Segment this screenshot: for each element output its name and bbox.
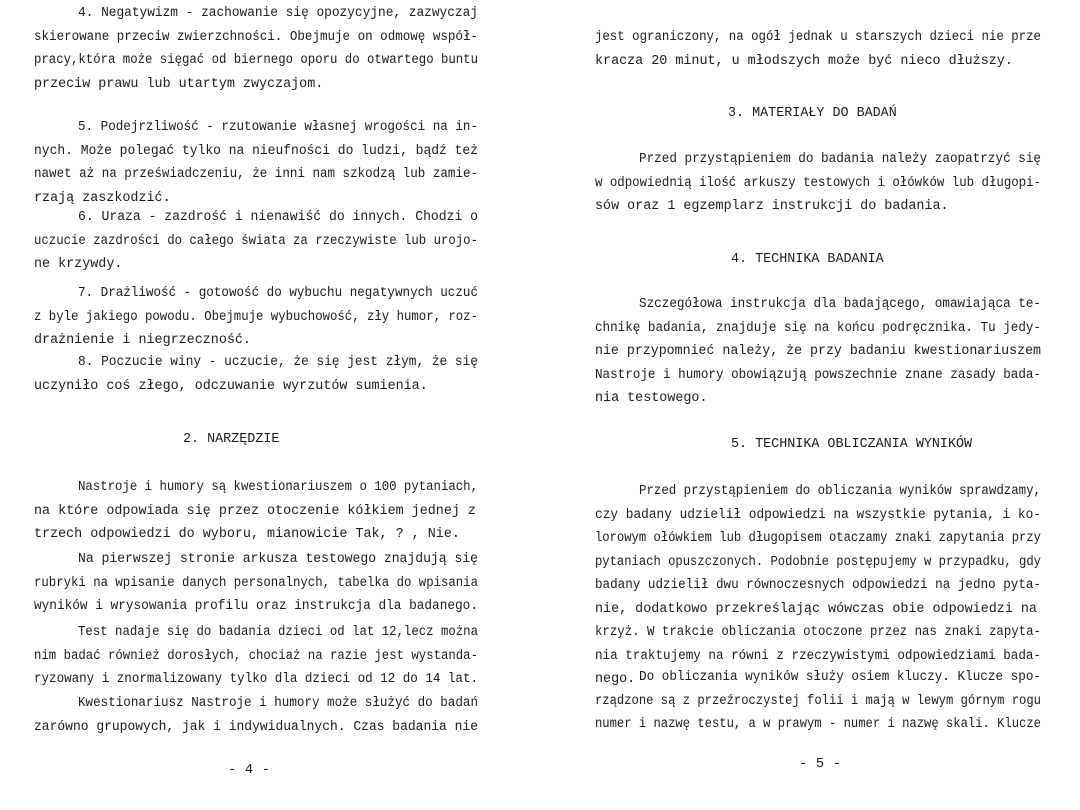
text-line: rubryki na wpisanie danych personalnych, tabelka do wpisania (34, 575, 478, 591)
section-heading-narzedzie: 2. NARZĘDZIE (183, 432, 280, 447)
text-line: w odpowiednią ilość arkuszy testowych i ołówków lub długopi- (595, 175, 1041, 191)
text-line: nim badać również dorosłych, chociaż na razie jest wystanda- (34, 648, 478, 664)
text-line: sów oraz 1 egzemplarz instrukcji do badania. (595, 199, 949, 214)
section-heading-technika-badania: 4. TECHNIKA BADANIA (731, 252, 884, 267)
text-line: numer i nazwę testu, a w prawym - numer i nazwę skali. Klucze (595, 717, 1041, 732)
text-line: na które odpowiada się przez otoczenie kółkiem jednej z (34, 503, 476, 519)
paragraph-pierwsza-strona (34, 548, 478, 619)
text-line: trzech odpowiedzi do wyboru, mianowicie Tak, ? , Nie. (34, 527, 460, 542)
paragraph-podejrzliwosc (34, 116, 478, 210)
text-line: chnikę badania, znajduje się na końcu podręcznika. Tu jedy- (595, 320, 1041, 336)
text-line: rzają zaszkodzić. (34, 190, 171, 206)
paragraph-test-nadaje (34, 621, 478, 692)
text-line: drażnienie i niegrzeczność. (34, 333, 251, 348)
text-line: Kwestionariusz Nastroje i humory może służyć do badań (78, 696, 478, 711)
section-heading-obliczanie: 5. TECHNIKA OBLICZANIA WYNIKÓW (731, 437, 973, 452)
text-line: 5. Podejrzliwość - rzutowanie własnej wrogości na in- (78, 120, 478, 135)
text-line: wyników i wrysowania profilu oraz instrukcja dla badanego. (34, 599, 478, 614)
text-line: Nastroje i humory są kwestionariuszem o 100 pytaniach, (78, 480, 478, 495)
paragraph-klucze (595, 666, 1041, 737)
text-line: zarówno grupowych, jak i indywidualnych. Czas badania nie (34, 719, 478, 735)
text-line: pracy,która może sięgać od biernego oporu do otwartego buntu (34, 53, 478, 68)
text-line: nawet aż na przeświadczeniu, że inni nam szkodzą lub zamie- (34, 167, 478, 182)
text-line: pytaniach opuszczonych. Podobnie postępujemy w przypadku, gdy (595, 554, 1041, 570)
text-line: przeciw prawu lub utartym zwyczajom. (34, 76, 324, 92)
text-line: Przed przystąpieniem do badania należy zaopatrzyć się (639, 152, 1041, 167)
text-line: uczyniło coś złego, odczuwanie wyrzutów sumienia. (34, 378, 428, 394)
paragraph-drazliwosc (34, 282, 478, 353)
text-line: Do obliczania wyników służy osiem kluczy. Klucze spo- (639, 670, 1041, 685)
text-line: lorowym ołówkiem lub długopisem otaczamy znaki zapytania przy (595, 531, 1041, 546)
text-line: ryzowany i znormalizowany tylko dla dzieci od 12 do 14 lat. (34, 672, 478, 687)
paragraph-materialy (595, 148, 1041, 219)
text-line: nie przypomnieć należy, że przy badaniu kwestionariuszem (595, 344, 1041, 359)
text-line: Szczegółowa instrukcja dla badającego, omawiająca te- (639, 297, 1041, 312)
text-line: Przed przystąpieniem do obliczania wyników sprawdzamy, (639, 484, 1041, 499)
paragraph-continuation (595, 26, 1041, 73)
paragraph-nastroje (34, 476, 478, 547)
text-line: 7. Drażliwość - gotowość do wybuchu negatywnych uczuć (78, 286, 478, 301)
text-line: nia traktujemy na równi z rzeczywistymi odpowiedziami bada- (595, 648, 1041, 664)
section-heading-materialy: 3. MATERIAŁY DO BADAŃ (728, 106, 897, 121)
text-line: rządzone są z przeźroczystej folii i mają w lewym górnym rogu (595, 693, 1041, 709)
paragraph-technika-badania (595, 293, 1041, 411)
text-line: Na pierwszej stronie arkusza testowego znajdują się (78, 552, 478, 567)
paragraph-negatywizm (34, 2, 478, 96)
paragraph-obliczanie (595, 480, 1041, 692)
text-line: kracza 20 minut, u młodszych może być nieco dłuższy. (595, 53, 1013, 69)
text-line: 4. Negatywizm - zachowanie się opozycyjne, zazwyczaj (78, 6, 478, 21)
text-line: ne krzywdy. (34, 257, 123, 272)
text-line: Test nadaje się do badania dzieci od lat 12,lecz można (78, 625, 478, 640)
paragraph-kwestionariusz (34, 692, 478, 739)
text-line: czy badany udzielił odpowiedzi na wszystkie pytania, i ko- (595, 507, 1041, 523)
text-line: nia testowego. (595, 391, 708, 406)
right-page (540, 0, 1080, 810)
text-line: krzyż. W trakcie obliczania otoczone przez nas znaki zapyta- (595, 625, 1041, 640)
text-line: nego. (595, 672, 636, 687)
page-number: - 5 - (799, 756, 842, 772)
text-line: Nastroje i humory obowiązują powszechnie znane zasady bada- (595, 367, 1041, 383)
text-line: 6. Uraza - zazdrość i nienawiść do innych. Chodzi o (78, 210, 478, 225)
paragraph-uraza (34, 206, 478, 277)
text-line: nych. Może polegać tylko na nieufności do ludzi, bądź też (34, 143, 478, 159)
text-line: 8. Poczucie winy - uczucie, że się jest złym, że się (78, 355, 478, 370)
text-line: uczucie zazdrości do całego świata za rzeczywiste lub urojo- (34, 233, 478, 249)
text-line: skierowane przeciw zwierzchności. Obejmuje on odmowę współ- (34, 29, 478, 45)
text-line: z byle jakiego powodu. Obejmuje wybuchowość, zły humor, roz- (34, 309, 478, 325)
text-line: nie, dodatkowo przekreślając wówczas obie odpowiedzi na (595, 601, 1037, 617)
page-number: - 4 - (228, 762, 271, 778)
text-line: jest ograniczony, na ogół jednak u starszych dzieci nie prze (595, 30, 1041, 45)
text-line: badany udzielił dwu równoczesnych odpowiedzi na jedno pyta- (595, 578, 1041, 593)
paragraph-poczucie-winy (34, 351, 478, 398)
